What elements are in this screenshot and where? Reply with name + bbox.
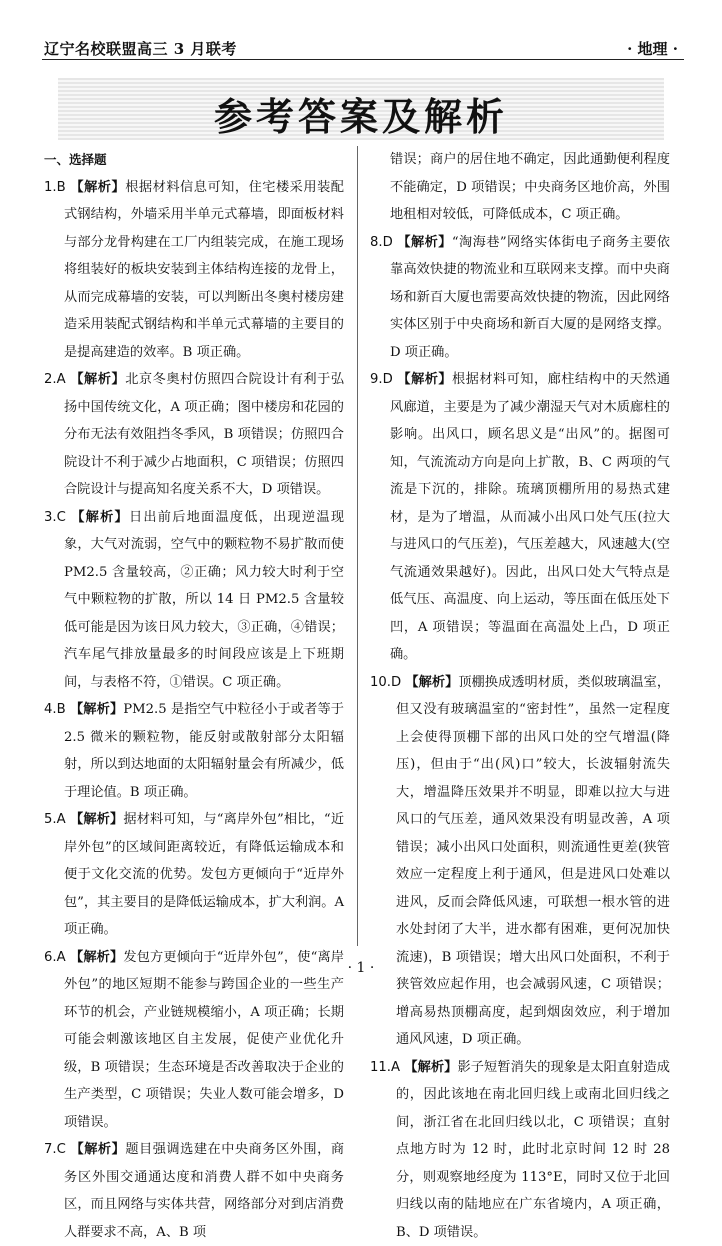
answer-item-8: 8.D 【解析】“淘海巷”网络实体街电子商务主要依靠高效快捷的物流业和互联网来支撑。而中央商场和新百大厦也需要高效快捷的物流，因此网络实体区别于中央商场和新百大厦的是网络支撑。D 项正确。 [370,229,670,367]
answer-item-3: 3.C 【解析】日出前后地面温度低，出现逆温现象，大气对流弱，空气中的颗粒物不易扩散而使 PM2.5 含量较高，②正确；风力较大时利于空气中颗粒物的扩散，所以 14 日 PM2.5 含量较低可能是因为该日风力较大，③正确，④错误；汽车尾气排放量最多的时间段应该是上下班期间，与表格不符，①错误。C 项正确。 [44,504,344,697]
answer-item-7: 7.C 【解析】题目强调选建在中央商务区外围，商务区外围交通通达度和消费人群不如中央商务区，而且网络与实体共营，网络部分对到店消费人群要求不高，A、B 项 [44,1136,344,1246]
right-column [370,146,670,1246]
answer-item-7-continued: 错误；商户的居住地不确定，因此通勤便利程度不能确定，D 项错误；中央商务区地价高，外围地租相对较低，可降低成本，C 项正确。 [370,146,670,229]
document-title: 参考答案及解析 [58,86,664,141]
column-divider [357,146,358,946]
page-number: · 1 · [0,960,722,976]
exam-title: 辽宁名校联盟高三 3 月联考 [44,38,237,59]
page-header [42,38,684,60]
answer-item-5: 5.A 【解析】据材料可知，与“离岸外包”相比，“近岸外包”的区域间距离较近，有降低运输成本和便于文化交流的优势。发包方更倾向于“近岸外包”，其主要目的是降低运输成本，扩大利润。A 项正确。 [44,806,344,944]
answer-item-6: 6.A 【解析】发包方更倾向于“近岸外包”，使“离岸外包”的地区短期不能参与跨国企业的一些生产环节的机会，产业链规模缩小，A 项正确；长期可能会刺激该地区自主发展，促使产业优化升级，B 项错误；生态环境是否改善取决于企业的生产类型，C 项错误；失业人数可能会增多，D 项错误。 [44,944,344,1137]
answer-item-2: 2.A 【解析】北京冬奥村仿照四合院设计有利于弘扬中国传统文化，A 项正确；图中楼房和花园的分布无法有效阻挡冬季风，B 项错误；仿照四合院设计不利于减少占地面积，C 项错误；仿照四合院设计与提高知名度关系不大，D 项错误。 [44,366,344,504]
answer-item-1: 1.B 【解析】根据材料信息可知，住宅楼采用装配式钢结构，外墙采用半单元式幕墙，即面板材料与部分龙骨构建在工厂内组装完成，在施工现场将组装好的板块安装到主体结构连接的龙骨上，从而完成幕墙的安装，可以判断出冬奥村楼房建造采用装配式钢结构和半单元式幕墙的主要目的是提高建造的效率。B 项正确。 [44,174,344,367]
section-heading: 一、选择题 [44,146,344,174]
left-column [44,146,344,1246]
answer-item-9: 9.D 【解析】根据材料可知，廊柱结构中的天然通风廊道，主要是为了减少潮湿天气对木质廊柱的影响。出风口，顾名思义是“出风”的。据图可知，气流流动方向是向上扩散，B、C 两项的气流是下沉的，排除。琉璃顶棚所用的易热式建材，是为了增温，从而减小出风口处气压(拉大与进风口的气压差)，气压差越大，风速越大(空气流通效果越好)。因此，出风口处大气特点是低气压、高温度、向上运动，等压面在低压处下凹，A 项错误；等温面在高温处上凸，D 项正确。 [370,366,670,669]
subject-label: · 地理 · [627,38,678,59]
answer-item-10: 10.D 【解析】顶棚换成透明材质，类似玻璃温室，但又没有玻璃温室的“密封性”，虽然一定程度上会使得顶棚下部的出风口处的空气增温(降压)，但由于“出(风)口”较大，长波辐射流失大，增温降压效果并不明显，即难以拉大与进风口的气压差，通风效果没有明显改善，A 项错误；减小出风口处面积，则流通性更差(狭管效应一定程度上利于通风，但是进风口处难以进风，反而会降低风速，可联想一根水管的进水处封闭了大半，进水都有困难，更何况加快流速)，B 项错误；增大出风口处面积，不利于狭管效应起作用，也会减弱风速，C 项错误；增高易热顶棚高度，起到烟囱效应，利于增加通风风速，D 项正确。 [370,669,670,1054]
answer-item-4: 4.B 【解析】PM2.5 是指空气中粒径小于或者等于 2.5 微米的颗粒物，能反射或散射部分太阳辐射，所以到达地面的太阳辐射量会有所减少，低于理论值。B 项正确。 [44,696,344,806]
answer-item-11: 11.A 【解析】影子短暂消失的现象是太阳直射造成的，因此该地在南北回归线上或南北回归线之间，浙江省在北回归线以北，C 项错误；直射点地方时为 12 时，此时北京时间 12 时 28 分，则观察地经度为 113°E，同时又位于北回归线以南的陆地应在广东省境内，A 项正确，B、D 项错误。 [370,1054,670,1246]
title-banner [58,78,664,140]
